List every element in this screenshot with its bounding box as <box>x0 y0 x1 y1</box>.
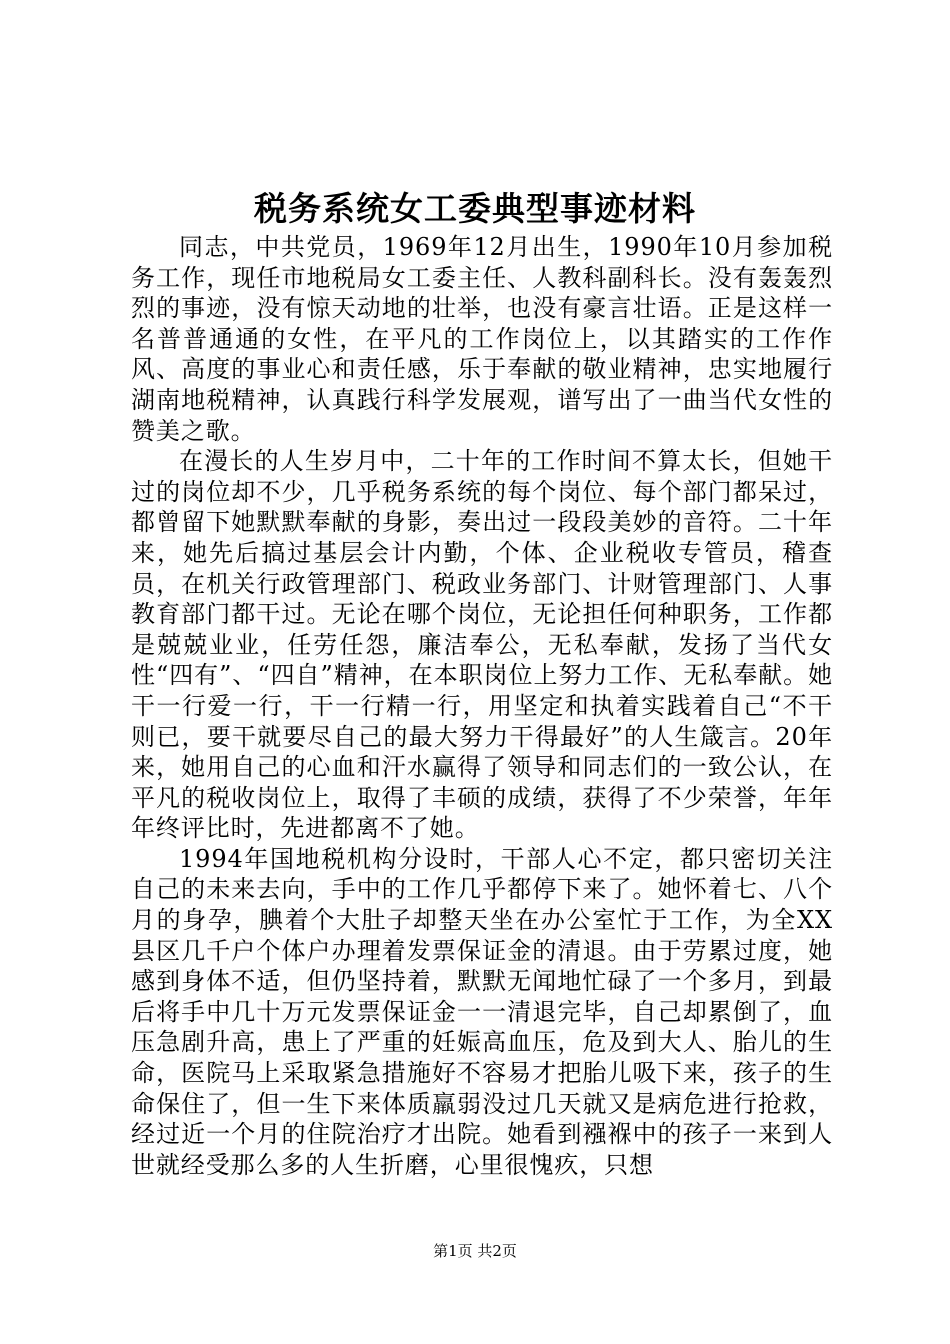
paragraph-1994: 1994年国地税机构分设时，干部人心不定，都只密切关注自己的未来去向，手中的工作几乎都停下来了。她怀着七、八个月的身孕，腆着个大肚子却整天坐在办公室忙于工作，为全XX县区几千户个体户办理着发票保证金的清退。由于劳累过度，她感到身体不适，但仍坚持着，默默无闻地忙碌了一个多月，到最后将手中几十万元发票保证金一一清退完毕，自己却累倒了，血压急剧升高，患上了严重的妊娠高血压，危及到大人、胎儿的生命，医院马上采取紧急措施好不容易才把胎儿吸下来，孩子的生命保住了，但一生下来体质羸弱没过几天就又是病危进行抢救，经过近一个月的住院治疗才出院。她看到襁褓中的孩子一来到人世就经受那么多的人生折磨，心里很愧疚，只想 <box>131 844 833 1179</box>
paragraph-intro: 同志，中共党员，1969年12月出生，1990年10月参加税务工作，现任市地税局女工委主任、人教科副科长。没有轰轰烈烈的事迹，没有惊天动地的壮举，也没有豪言壮语。正是这样一名普普通通的女性，在平凡的工作岗位上，以其踏实的工作作风、高度的事业心和责任感，乐于奉献的敬业精神，忠实地履行湖南地税精神，认真践行科学发展观，谱写出了一曲当代女性的赞美之歌。 <box>131 233 833 445</box>
document-body <box>131 232 833 1180</box>
paragraph-career: 在漫长的人生岁月中，二十年的工作时间不算太长，但她干过的岗位却不少，几乎税务系统的每个岗位、每个部门都呆过，都曾留下她默默奉献的身影，奏出过一段段美妙的音符。二十年来，她先后搞过基层会计内勤，个体、企业税收专管员，稽查员，在机关行政管理部门、税政业务部门、计财管理部门、人事教育部门都干过。无论在哪个岗位，无论担任何种职务，工作都是兢兢业业，任劳任怨，廉洁奉公，无私奉献，发扬了当代女性“四有”、“四自”精神，在本职岗位上努力工作、无私奉献。她干一行爱一行，干一行精一行，用坚定和执着实践着自己“不干则已，要干就要尽自己的最大努力干得最好”的人生箴言。20年来，她用自己的心血和汗水赢得了领导和同志们的一致公认，在平凡的税收岗位上，取得了丰硕的成绩，获得了不少荣誉，年年年终评比时，先进都离不了她。 <box>131 447 833 843</box>
document-title: 税务系统女工委典型事迹材料 <box>254 189 696 228</box>
page-footer: 第1页 共2页 <box>433 1242 517 1260</box>
